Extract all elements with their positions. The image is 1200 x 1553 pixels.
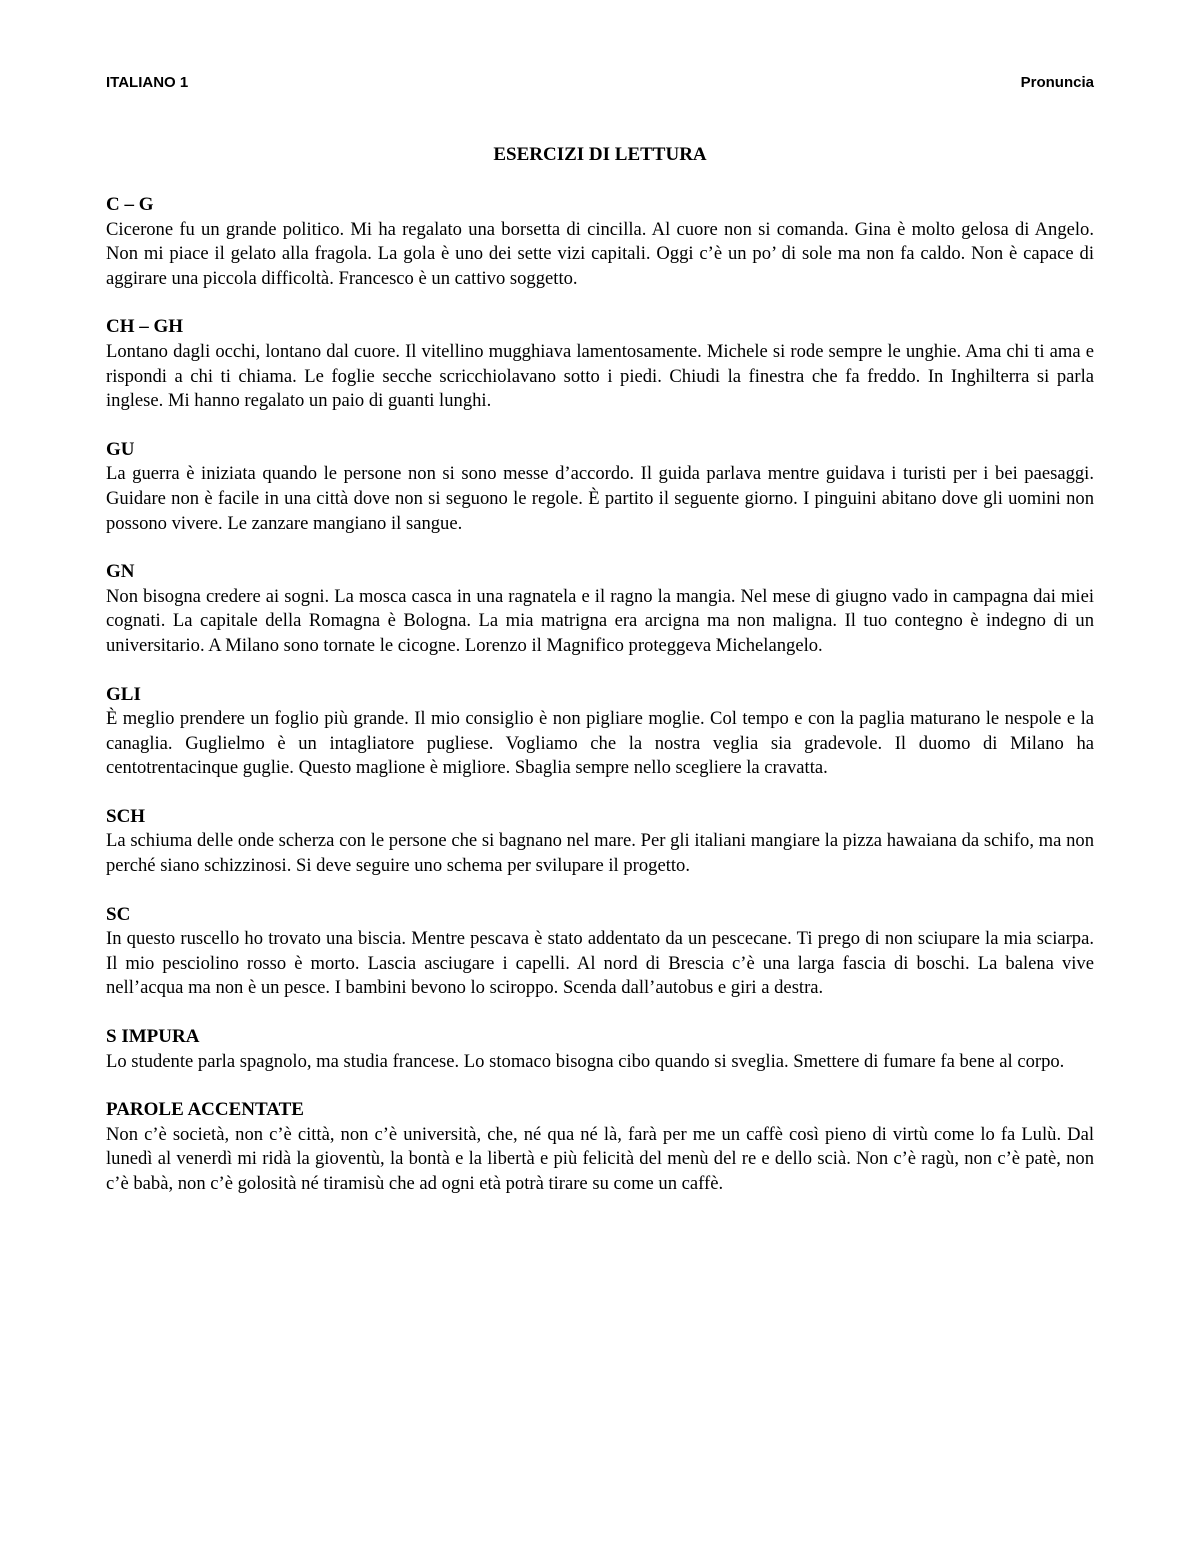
section-text: Lo studente parla spagnolo, ma studia francese. Lo stomaco bisogna cibo quando si sveglia. Smettere di fumare fa bene al corpo. <box>106 1050 1065 1072</box>
header-course: ITALIANO 1 <box>106 74 189 91</box>
section-gn <box>106 560 1094 658</box>
exercise-content <box>106 193 1094 1221</box>
section-heading: SCH <box>106 805 146 827</box>
page-header <box>106 74 1094 98</box>
section-text: Non c’è società, non c’è città, non c’è università, che, né qua né là, farà per me un caffè così pieno di virtù come lo fa Lulù. Dal lunedì al venerdì mi ridà la gioventù, la bontà e la libertà e più felicità del menù del re e dello scià. Non c’è ragù, non c’è patè, non c’è babà, non c’è golosità né tiramisù che ad ogni età potrà tirare su come un caffè. <box>106 1123 1094 1194</box>
section-sch <box>106 805 1094 879</box>
section-heading: GLI <box>106 683 141 705</box>
section-heading: PAROLE ACCENTATE <box>106 1099 304 1121</box>
section-text: In questo ruscello ho trovato una biscia. Mentre pescava è stato addentato da un pescecane. Ti prego di non sciupare la mia sciarpa. Il mio pesciolino rosso è morto. Lascia asciugare i capelli. Al nord di Brescia c’è una larga fascia di boschi. La balena vive nell’acqua ma non è un pesce. I bambini bevono lo sciroppo. Scenda dall’autobus e giri a destra. <box>106 928 1094 999</box>
section-text: Non bisogna credere ai sogni. La mosca casca in una ragnatela e il ragno la mangia. Nel mese di giugno vado in campagna dai miei cognati. La capitale della Romagna è Bologna. La mia matrigna era arcigna ma non maligna. Il tuo contegno è indegno di un universitario. A Milano sono tornate le cicogne. Lorenzo il Magnifico proteggeva Michelangelo. <box>106 585 1094 656</box>
section-gu <box>106 438 1094 536</box>
section-heading: SC <box>106 903 131 925</box>
section-text: È meglio prendere un foglio più grande. Il mio consiglio è non pigliare moglie. Col tempo e con la paglia maturano le nespole e la canaglia. Guglielmo è un intagliatore pugliese. Vogliamo che la nostra veglia sia gradevole. Il duomo di Milano ha centotrentacinque guglie. Questo maglione è migliore. Sbaglia sempre nello scegliere la cravatta. <box>106 708 1094 779</box>
section-heading: GN <box>106 561 135 583</box>
section-text: La guerra è iniziata quando le persone non si sono messe d’accordo. Il guida parlava mentre guidava i turisti per i bei paesaggi. Guidare non è facile in una città dove non si seguono le regole. È partito il seguente giorno. I pinguini abitano dove gli uomini non possono vivere. Le zanzare mangiano il sangue. <box>106 463 1094 534</box>
section-heading: GU <box>106 438 135 460</box>
section-gli <box>106 683 1094 781</box>
section-parole-accentate <box>106 1098 1094 1196</box>
section-heading: CH – GH <box>106 316 184 338</box>
section-heading: C – G <box>106 194 154 215</box>
document-title: ESERCIZI DI LETTURA <box>493 144 707 165</box>
section-heading: S IMPURA <box>106 1026 200 1048</box>
section-text: La schiuma delle onde scherza con le persone che si bagnano nel mare. Per gli italiani mangiare la pizza hawaiana da schifo, ma non perché siano schizzinosi. Si deve seguire uno schema per svilupare il progetto. <box>106 830 1094 877</box>
section-sc <box>106 903 1094 1001</box>
section-s-impura <box>106 1025 1094 1074</box>
section-c-g <box>106 193 1094 291</box>
section-text: Lontano dagli occhi, lontano dal cuore. Il vitellino mugghiava lamentosamente. Michele si rode sempre le unghie. Ama chi ti ama e rispondi a chi ti chiama. Le foglie secche scricchiolavano sotto i piedi. Chiudi la finestra che fa freddo. In Inghilterra si parla inglese. Mi hanno regalato un paio di guanti lunghi. <box>106 340 1094 412</box>
section-ch-gh <box>106 315 1094 413</box>
header-topic: Pronuncia <box>1020 74 1094 91</box>
section-text: Cicerone fu un grande politico. Mi ha regalato una borsetta di cincilla. Al cuore non si comanda. Gina è molto gelosa di Angelo. Non mi piace il gelato alla fragola. La gola è uno dei sette vizi capitali. Oggi c’è un po’ di sole ma non fa caldo. Non è capace di aggirare una piccola difficoltà. Francesco è un cattivo soggetto. <box>106 218 1094 289</box>
